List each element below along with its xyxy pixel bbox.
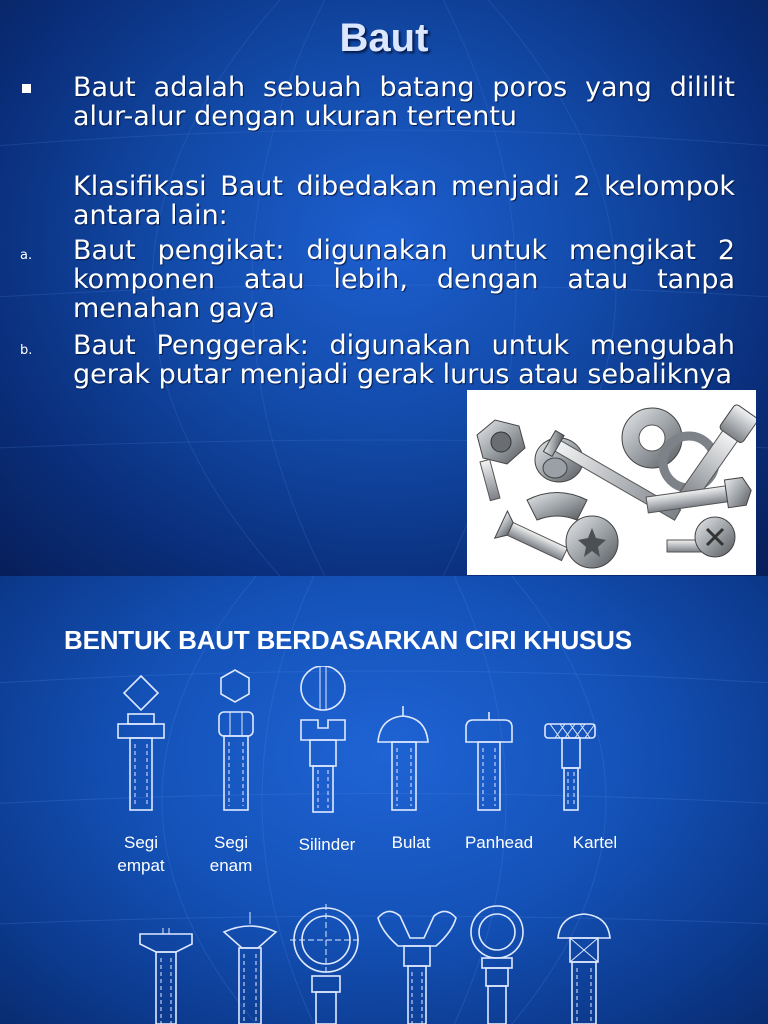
raised-countersunk-bolt-icon	[224, 912, 276, 1024]
section-title: BENTUK BAUT BERDASARKAN CIRI KHUSUS	[64, 625, 632, 655]
hardware-illustration	[467, 390, 756, 575]
eye-bolt-icon	[471, 906, 523, 1024]
wing-bolt-icon	[378, 911, 456, 1024]
definition-text: Baut adalah sebuah batang poros yang dililit alur-alur dengan ukuran tertentu	[73, 72, 735, 132]
countersunk-bolt-icon	[140, 928, 192, 1024]
knurled-head-bolt-icon	[545, 724, 595, 810]
hex-head-bolt-icon	[219, 670, 253, 810]
list-marker-b: b.	[20, 343, 33, 358]
bolts-and-nuts-photo	[467, 390, 756, 575]
square-head-bolt-icon	[118, 676, 164, 810]
caption-segi-enam	[190, 831, 272, 877]
caption-kartel: Kartel	[572, 833, 618, 852]
panhead-bolt-icon	[466, 712, 512, 810]
slide-title: Baut	[339, 16, 429, 60]
caption-panhead: Panhead	[464, 833, 534, 852]
ring-bolt-icon	[290, 904, 362, 1024]
round-head-bolt-icon	[378, 706, 428, 810]
square-bullet-icon	[22, 84, 31, 93]
cylinder-head-bolt-icon	[301, 666, 345, 812]
list-item-bolt-mover: Baut Penggerak: digunakan untuk mengubah gerak putar menjadi gerak lurus atau sebaliknya	[73, 330, 735, 390]
caption-line: Segi	[123, 833, 159, 852]
classification-text: Klasifikasi Baut dibedakan menjadi 2 kelompok antara lain:	[73, 171, 735, 231]
caption-line: empat	[117, 856, 165, 875]
caption-segi-empat	[100, 831, 182, 877]
caption-line: Segi	[213, 833, 249, 852]
caption-silinder: Silinder	[298, 835, 356, 854]
list-item-bolt-fastener: Baut pengikat: digunakan untuk mengikat 2 komponen atau lebih, dengan atau tanpa menahan gaya	[73, 235, 735, 324]
bolt-shapes-row-2	[0, 902, 768, 1024]
caption-line: enam	[209, 856, 253, 875]
slide-bentuk-baut	[0, 576, 768, 1024]
carriage-bolt-icon	[558, 914, 610, 1024]
bolt-shapes-row-1	[0, 666, 768, 816]
list-marker-a: a.	[20, 248, 33, 263]
caption-bulat: Bulat	[391, 833, 431, 852]
